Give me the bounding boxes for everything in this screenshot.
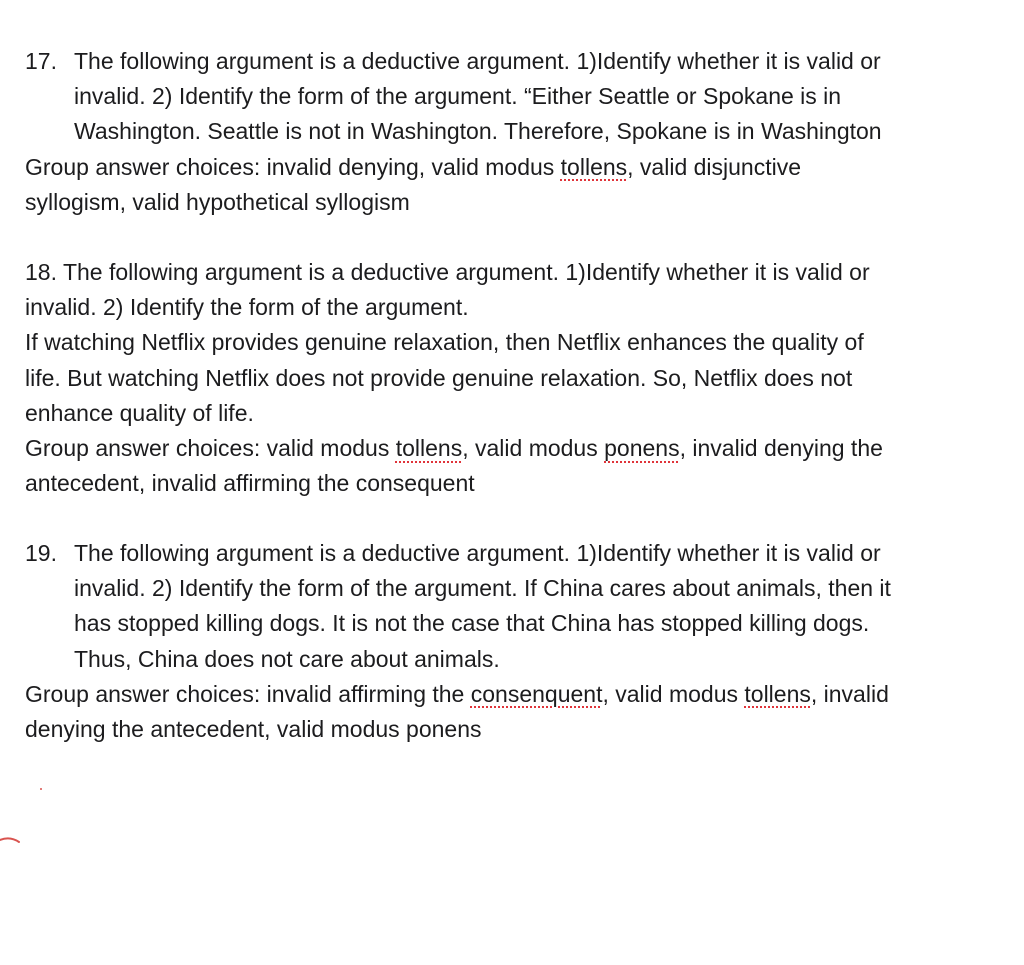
question-17-prompt (25, 44, 985, 150)
spellcheck-word-tollens[interactable]: tollens (560, 153, 628, 180)
question-17-number: 17. (25, 48, 57, 74)
question-19-choices-text: , invalid (810, 680, 889, 707)
question-18 (25, 255, 985, 501)
spellcheck-word-ponens[interactable]: ponens (604, 435, 680, 462)
question-17-line-2: invalid. 2) Identify the form of the argument. “Either Seattle or Spokane is in (74, 83, 842, 110)
question-18-choices-line-2: antecedent, invalid affirming the consequent (25, 470, 475, 497)
ink-dot (40, 788, 42, 790)
question-17-choices-text: , valid disjunctive (627, 153, 802, 180)
question-17-line-3: Washington. Seattle is not in Washington. Therefore, Spokane is in Washington (74, 118, 882, 145)
question-18-line-3: If watching Netflix provides genuine relaxation, then Netflix enhances the quality of (25, 329, 864, 356)
spellcheck-word-tollens[interactable]: tollens (395, 435, 463, 462)
question-19 (25, 536, 985, 747)
question-19-number: 19. (25, 540, 57, 566)
question-19-line-1: The following argument is a deductive argument. 1)Identify whether it is valid or (74, 540, 881, 566)
question-19-choices-text: Group answer choices: invalid affirming the (25, 680, 471, 707)
question-17 (25, 44, 985, 220)
question-19-choices-text: , valid modus (602, 680, 745, 707)
spellcheck-word-tollens[interactable]: tollens (744, 680, 811, 707)
question-18-choices-text: , valid modus (462, 435, 605, 462)
question-18-choices-text: Group answer choices: valid modus (25, 435, 396, 462)
question-17-choices-text: Group answer choices: invalid denying, valid modus (25, 153, 561, 180)
question-18-line-2: invalid. 2) Identify the form of the argument. (25, 294, 469, 321)
question-19-line-4: Thus, China does not care about animals. (74, 645, 500, 672)
question-18-line-5: enhance quality of life. (25, 399, 254, 426)
question-17-line-1: The following argument is a deductive argument. 1)Identify whether it is valid or (74, 48, 881, 74)
question-17-choices-line-2: syllogism, valid hypothetical syllogism (25, 188, 410, 215)
question-19-choices-line-1 (25, 677, 985, 712)
question-18-line-1: 18. The following argument is a deductive argument. 1)Identify whether it is valid or (25, 259, 870, 285)
question-19-choices-line-2: denying the antecedent, valid modus ponens (25, 716, 482, 743)
question-19-prompt (25, 536, 985, 677)
spellcheck-word-consenquent[interactable]: consenquent (470, 680, 603, 707)
question-18-choices-line-1 (25, 431, 985, 466)
question-18-line-4: life. But watching Netflix does not provide genuine relaxation. So, Netflix does not (25, 364, 853, 391)
ink-stroke-mark (0, 828, 24, 848)
question-17-choices-line-1 (25, 150, 985, 185)
question-18-choices-text: , invalid denying the (679, 435, 883, 462)
question-19-line-2: invalid. 2) Identify the form of the argument. If China cares about animals, then it (74, 575, 891, 602)
question-19-line-3: has stopped killing dogs. It is not the case that China has stopped killing dogs. (74, 610, 870, 637)
